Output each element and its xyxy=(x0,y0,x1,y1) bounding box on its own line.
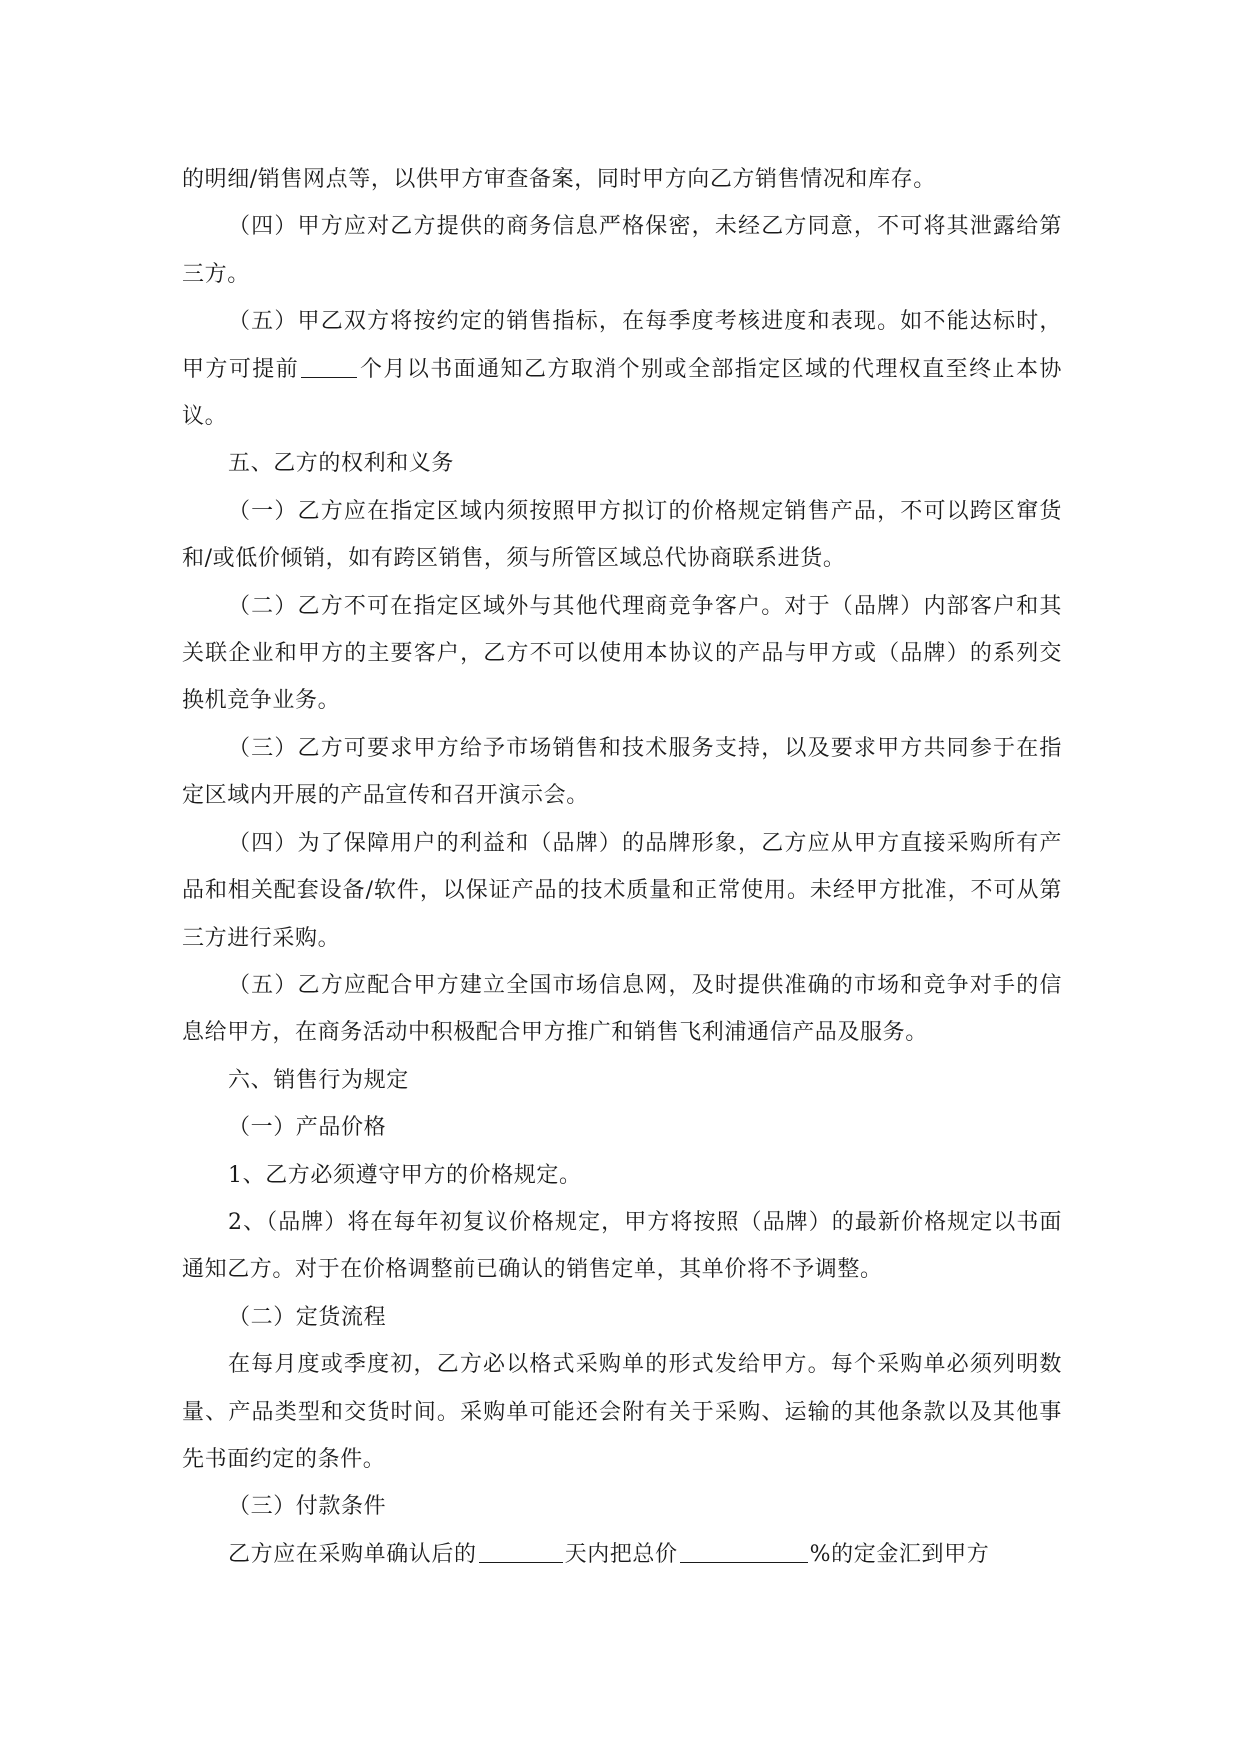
sales-targets-text-a: （五）甲乙双方将按约定的销售指标，在每季度考核进度和表现。如不能达标时，甲方可提前 xyxy=(182,309,1062,382)
paragraph-price-rule-2: 2、（品牌）将在每年初复议价格规定，甲方将按照（品牌）的最新价格规定以书面通知乙方。对于在价格调整前已确认的销售定单，其单价将不予调整。 xyxy=(182,1209,1062,1283)
paragraph-confidentiality: （四）甲方应对乙方提供的商务信息严格保密，未经乙方同意，不可将其泄露给第三方。 xyxy=(182,214,1062,287)
paragraph-order-process: 在每月度或季度初，乙方必以格式采购单的形式发给甲方。每个采购单必须列明数量、产品类型和交货时间。采购单可能还会附有关于采购、运输的其他条款以及其他事先书面约定的条件。 xyxy=(182,1352,1062,1472)
subheading-order-process: （二）定货流程 xyxy=(228,1304,387,1330)
paragraph-market-info: （五）乙方应配合甲方建立全国市场信息网，及时提供准确的市场和竞争对手的信息给甲方，在商务活动中积极配合甲方推广和销售飞利浦通信产品及服务。 xyxy=(182,972,1062,1046)
section-heading-party-b-rights: 五、乙方的权利和义务 xyxy=(228,451,455,477)
paragraph-direct-purchase: （四）为了保障用户的利益和（品牌）的品牌形象，乙方应从甲方直接采购所有产品和相关配套设备/软件，以保证产品的技术质量和正常使用。未经甲方批准，不可从第三方进行采购。 xyxy=(182,830,1062,951)
payment-text-a: 乙方应在采购单确认后的 xyxy=(228,1541,477,1567)
paragraph-sales-details: 的明细/销售网点等，以供甲方审查备案，同时甲方向乙方销售情况和库存。 xyxy=(182,167,936,192)
paragraph-price-rule-1: 1、乙方必须遵守甲方的价格规定。 xyxy=(228,1162,582,1188)
paragraph-payment-terms xyxy=(182,1531,1062,1578)
subheading-payment-terms: （三）付款条件 xyxy=(228,1494,387,1520)
section-heading-sales-rules: 六、销售行为规定 xyxy=(228,1067,409,1093)
payment-text-b: 天内把总价 xyxy=(564,1541,678,1567)
days-blank-field[interactable] xyxy=(479,1536,563,1563)
paragraph-support-request: （三）乙方可要求甲方给予市场销售和技术服务支持，以及要求甲方共同参于在指定区域内开展的产品宣传和召开演示会。 xyxy=(182,735,1062,809)
sales-targets-text-b: 个月以书面通知乙方取消个别或全部指定区域的代理权直至终止本协议。 xyxy=(182,356,1062,430)
subheading-product-price: （一）产品价格 xyxy=(228,1115,387,1141)
document-body xyxy=(182,156,1062,1578)
payment-text-c: %的定金汇到甲方 xyxy=(809,1541,990,1567)
paragraph-no-competition: （二）乙方不可在指定区域外与其他代理商竞争客户。对于（品牌）内部客户和其关联企业和甲方的主要客户，乙方不可以使用本协议的产品与甲方或（品牌）的系列交换机竞争业务。 xyxy=(182,593,1062,714)
paragraph-sales-targets xyxy=(182,298,1062,440)
deposit-percent-blank-field[interactable] xyxy=(680,1536,808,1563)
paragraph-pricing-compliance: （一）乙方应在指定区域内须按照甲方拟订的价格规定销售产品，不可以跨区窜货和/或低价倾销，如有跨区销售，须与所管区域总代协商联系进货。 xyxy=(182,498,1062,572)
months-blank-field[interactable] xyxy=(301,351,357,378)
